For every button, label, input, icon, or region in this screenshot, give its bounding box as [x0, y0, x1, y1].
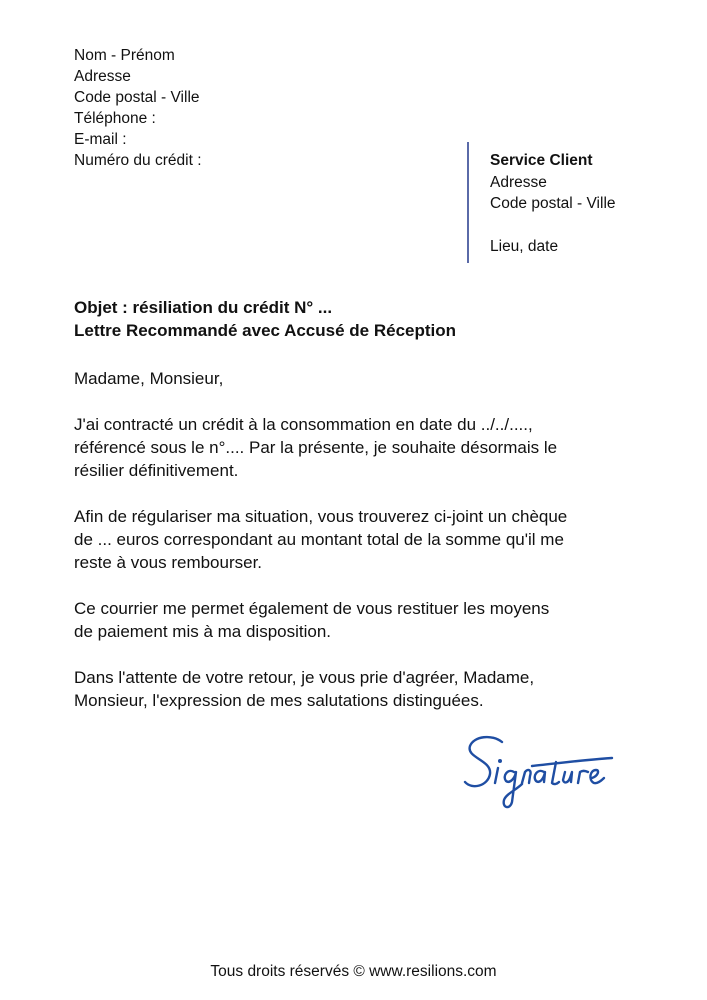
recipient-name: Service Client	[490, 152, 593, 169]
recipient-city: Code postal - Ville	[490, 195, 616, 212]
sender-block	[74, 45, 202, 171]
sender-credit-number: Numéro du crédit :	[74, 152, 202, 169]
paragraph-credit: J'ai contracté un crédit à la consommation en date du ../../...., référencé sous le n°.... Par la présente, je souhaite désormais le résilier définitivement.	[74, 415, 558, 480]
subject-block	[74, 296, 456, 342]
signature-image	[462, 728, 637, 818]
copyright-footer: Tous droits réservés © www.resilions.com	[210, 963, 497, 980]
paragraph-closing: Dans l'attente de votre retour, je vous prie d'agréer, Madame, Monsieur, l'expression de mes salutations distinguées.	[74, 668, 535, 710]
sender-city: Code postal - Ville	[74, 89, 200, 106]
registered-letter-line: Lettre Recommandé avec Accusé de Réception	[74, 321, 457, 340]
place-date: Lieu, date	[490, 237, 559, 255]
sender-address: Adresse	[74, 68, 131, 85]
sender-email: E-mail :	[74, 131, 127, 148]
sender-name: Nom - Prénom	[74, 47, 175, 64]
recipient-address: Adresse	[490, 173, 547, 191]
subject-line: Objet : résiliation du crédit N° ...	[74, 298, 333, 317]
recipient-divider	[467, 142, 469, 263]
paragraph-means: Ce courrier me permet également de vous restituer les moyens de paiement mis à ma disposition.	[74, 599, 550, 641]
paragraph-payment: Afin de régulariser ma situation, vous trouverez ci-joint un chèque de ... euros correspondant au montant total de la somme qu'il me reste à vous rembourser.	[74, 507, 568, 572]
recipient-block	[490, 150, 616, 257]
sender-phone: Téléphone :	[74, 110, 156, 127]
letter-body	[74, 367, 654, 735]
greeting: Madame, Monsieur,	[74, 369, 224, 388]
